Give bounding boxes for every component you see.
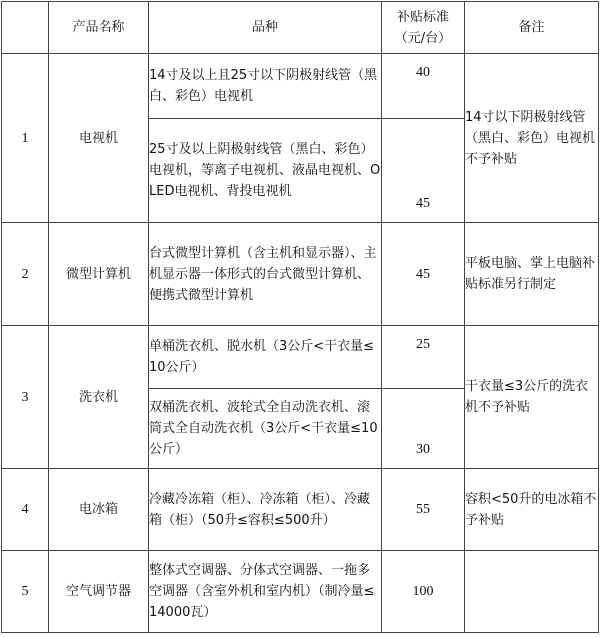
subsidy-standards-table bbox=[1, 1, 599, 633]
note-cell: 14寸以下阴极射线管（黑白、彩色）电视机不予补贴 bbox=[465, 54, 599, 223]
row-number: 5 bbox=[2, 551, 49, 633]
header-subsidy-standard: 补贴标准（元/台） bbox=[382, 2, 465, 54]
table-row bbox=[2, 54, 599, 119]
row-number: 1 bbox=[2, 54, 49, 223]
table-row bbox=[2, 469, 599, 551]
standard-cell: 40 bbox=[382, 54, 465, 119]
standard-cell: 45 bbox=[382, 119, 465, 223]
variety-cell: 25寸及以上阴极射线管（黑白、彩色）电视机，等离子电视机、液晶电视机、OLED电视机、背投电视机 bbox=[149, 119, 382, 223]
header-no bbox=[2, 2, 49, 54]
standard-cell: 55 bbox=[382, 469, 465, 551]
header-row bbox=[2, 2, 599, 54]
product-name: 洗衣机 bbox=[49, 326, 149, 469]
table-row bbox=[2, 551, 599, 633]
note-cell bbox=[465, 551, 599, 633]
header-variety: 品种 bbox=[149, 2, 382, 54]
row-number: 4 bbox=[2, 469, 49, 551]
variety-cell: 单桶洗衣机、脱水机（3公斤<干衣量≤10公斤） bbox=[149, 326, 382, 389]
note-cell: 平板电脑、掌上电脑补贴标准另行制定 bbox=[465, 223, 599, 326]
row-number: 3 bbox=[2, 326, 49, 469]
standard-cell: 30 bbox=[382, 389, 465, 469]
product-name: 微型计算机 bbox=[49, 223, 149, 326]
table-row bbox=[2, 223, 599, 326]
variety-cell: 双桶洗衣机、波轮式全自动洗衣机、滚筒式全自动洗衣机（3公斤<干衣量≤10公斤） bbox=[149, 389, 382, 469]
standard-cell: 45 bbox=[382, 223, 465, 326]
table-row bbox=[2, 326, 599, 389]
note-cell: 容积<50升的电冰箱不予补贴 bbox=[465, 469, 599, 551]
header-note: 备注 bbox=[465, 2, 599, 54]
product-name: 电视机 bbox=[49, 54, 149, 223]
variety-cell: 整体式空调器、分体式空调器、一拖多空调器（含室外机和室内机）（制冷量≤14000瓦） bbox=[149, 551, 382, 633]
standard-cell: 100 bbox=[382, 551, 465, 633]
row-number: 2 bbox=[2, 223, 49, 326]
variety-cell: 14寸及以上且25寸以下阴极射线管（黑白、彩色）电视机 bbox=[149, 54, 382, 119]
standard-cell: 25 bbox=[382, 326, 465, 389]
variety-cell: 台式微型计算机（含主机和显示器）、主机显示器一体形式的台式微型计算机、便携式微型计算机 bbox=[149, 223, 382, 326]
header-product-name: 产品名称 bbox=[49, 2, 149, 54]
variety-cell: 冷藏冷冻箱（柜）、冷冻箱（柜）、冷藏箱（柜）（50升≤容积≤500升） bbox=[149, 469, 382, 551]
product-name: 空气调节器 bbox=[49, 551, 149, 633]
note-cell: 干衣量≤3公斤的洗衣机不予补贴 bbox=[465, 326, 599, 469]
product-name: 电冰箱 bbox=[49, 469, 149, 551]
